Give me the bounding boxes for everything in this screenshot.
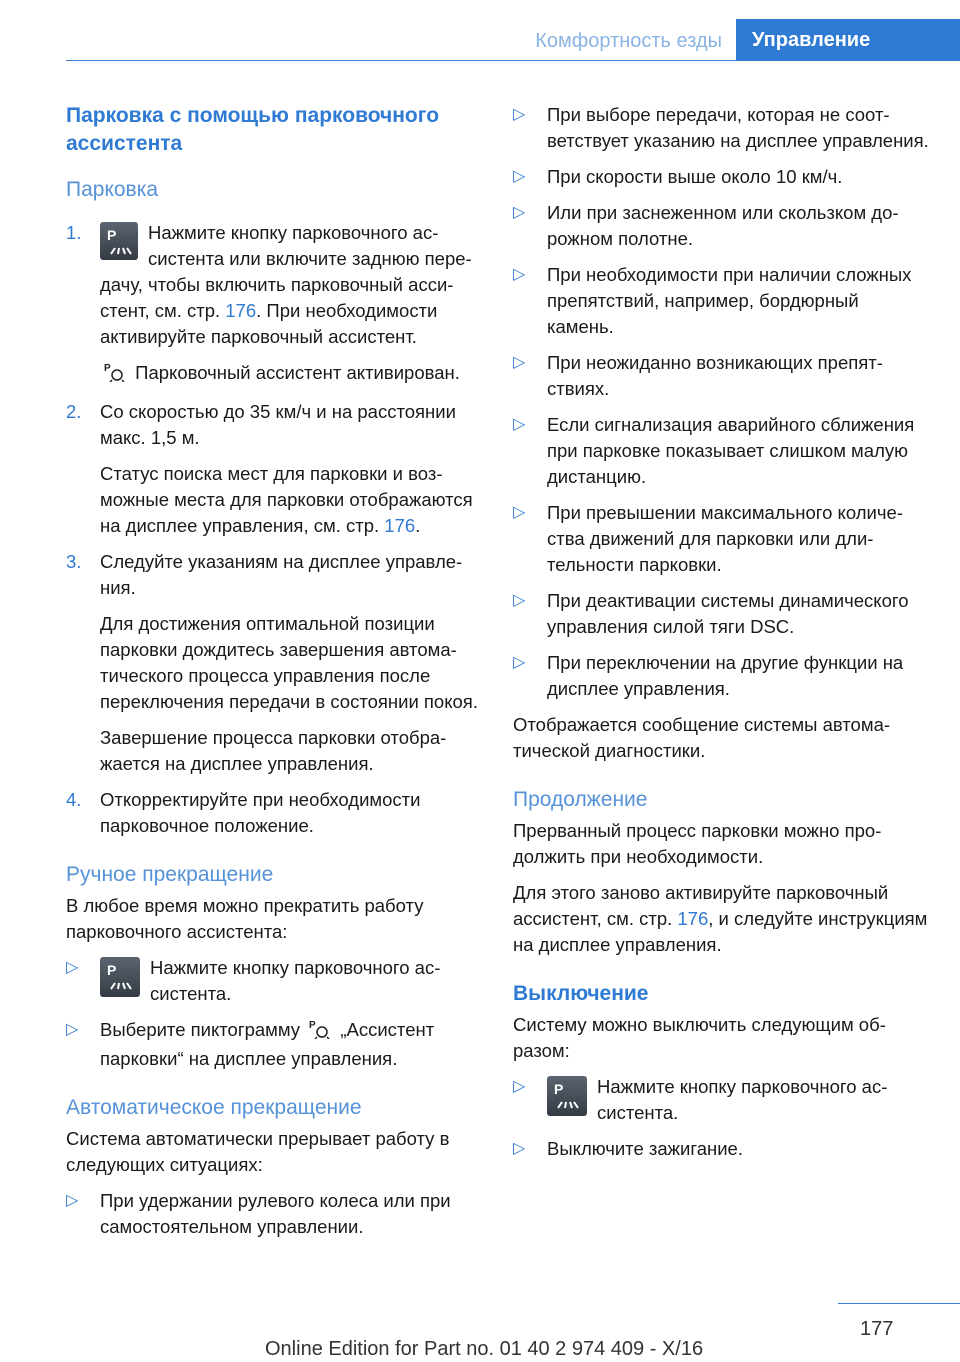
section-title: Парковка с помощью парковочного ассистента — [66, 104, 440, 155]
step-3 — [66, 549, 478, 601]
page-link[interactable]: 176 — [225, 300, 257, 321]
park-assist-button-icon — [100, 222, 138, 260]
step-text: Со скоростью до 35 км/ч и на расстоянии макс. 1,5 м. — [100, 401, 456, 448]
parking-heading: Парковка — [66, 178, 159, 201]
edition-footer: Online Edition for Part no. 01 40 2 974 409 - X/16 — [265, 1338, 704, 1360]
continue-para-1: Прерванный процесс парковки можно продолжить при необходимости. — [513, 820, 882, 867]
bullet-icon: ▷ — [513, 592, 526, 609]
para-text: Для этого заново активируйте парковочный ассистент, см. стр. — [513, 882, 889, 929]
bullet-icon: ▷ — [66, 1192, 79, 1209]
manual-bullet-2 — [66, 1017, 478, 1072]
bullet-text: Нажмите кнопку парковочного ассистента. — [150, 957, 441, 1004]
bullet-icon: ▷ — [513, 354, 526, 371]
step-number: 4. — [66, 789, 82, 810]
continue-heading: Продолжение — [513, 788, 648, 811]
step-text-tail: . При необходимости активируйте парковочный ассистент. — [100, 300, 438, 347]
bullet-text: При необходимости при наличии сложных препятствий, например, бордюрный камень. — [547, 264, 912, 337]
manual-stop-heading: Ручное прекращение — [66, 863, 274, 886]
step-number: 2. — [66, 401, 82, 422]
auto-bullet — [513, 350, 929, 402]
bullet-icon: ▷ — [513, 168, 526, 185]
continue-para-2 — [513, 880, 929, 958]
svg-text:P: P — [554, 1081, 564, 1097]
switch-off-bullet-1 — [513, 1074, 929, 1126]
auto-bullet — [513, 164, 929, 190]
manual-stop-intro: В любое время можно прекратить работу парковочного ассистента: — [66, 895, 424, 942]
step-3-sub-2: Завершение процесса парковки отображается на дисплее управления. — [100, 727, 447, 774]
bullet-text: При превышении максимального количества движений для парковки или длительности парковки. — [547, 502, 903, 575]
bullet-icon: ▷ — [513, 504, 526, 521]
bullet-icon: ▷ — [513, 416, 526, 433]
bullet-icon: ▷ — [66, 1021, 79, 1038]
bullet-text: При удержании рулевого колеса или при самостоятельном управлении. — [100, 1190, 451, 1237]
step-1 — [66, 220, 478, 350]
bullet-text: При переключении на другие функции на дисплее управления. — [547, 652, 904, 699]
footer-rule — [838, 1303, 960, 1304]
auto-bullet — [513, 412, 929, 490]
bullet-icon: ▷ — [513, 106, 526, 123]
svg-text:P: P — [104, 363, 111, 374]
auto-bullet — [513, 588, 929, 640]
step-text: Следуйте указаниям на дисплее управления. — [100, 551, 463, 598]
step-sub-tail: . — [415, 515, 421, 536]
svg-text:P: P — [309, 1020, 316, 1031]
auto-stop-heading: Автоматическое прекращение — [66, 1096, 362, 1119]
park-assist-symbol-icon — [309, 1019, 331, 1046]
diagnosis-text: Отображается сообщение системы автоматической диагностики. — [513, 714, 891, 761]
step-number: 1. — [66, 222, 82, 243]
bullet-text: При скорости выше около 10 км/ч. — [547, 166, 843, 187]
bullet-icon: ▷ — [513, 1078, 526, 1095]
auto-bullet — [513, 200, 929, 252]
auto-bullet-1 — [66, 1188, 478, 1240]
step-2 — [66, 399, 478, 451]
auto-bullet — [513, 102, 929, 154]
step-sub-text: Парковочный ассистент активирован. — [135, 362, 460, 383]
step-number: 3. — [66, 551, 82, 572]
auto-stop-intro: Система автоматически прерывает работу в следующих ситуациях: — [66, 1128, 450, 1175]
step-text: Откорректируйте при необходимости парковочное положение. — [100, 789, 421, 836]
page-link[interactable]: 176 — [677, 908, 709, 929]
bullet-icon: ▷ — [66, 959, 79, 976]
bullet-icon: ▷ — [513, 204, 526, 221]
auto-bullet — [513, 650, 929, 702]
bullet-icon: ▷ — [513, 266, 526, 283]
manual-bullet-1 — [66, 955, 478, 1007]
auto-bullet — [513, 262, 929, 340]
switch-off-heading: Выключение — [513, 982, 649, 1005]
switch-off-bullet-2 — [513, 1136, 929, 1162]
header-section: Комфортность езды — [535, 30, 722, 52]
bullet-text: При неожиданно возникающих препятствиях. — [547, 352, 883, 399]
bullet-text-pre: Выберите пиктограмму — [100, 1019, 301, 1040]
step-3-sub-1: Для достижения оптимальной позиции парковки дождитесь завершения автоматического процесса управления после переключения передачи в состоянии покоя. — [100, 613, 478, 712]
step-sub-text: Статус поиска мест для парковки и возможные места для парковки отображаются на дисплее управления, см. стр. — [100, 463, 473, 536]
page-link[interactable]: 176 — [384, 515, 416, 536]
step-1-result — [66, 360, 478, 389]
bullet-text-post: „Ассистент парковки“ на дисплее управления. — [100, 1019, 435, 1069]
park-assist-symbol-icon — [104, 362, 126, 389]
header-tab: Управление — [736, 19, 960, 61]
park-assist-button-icon — [100, 957, 140, 997]
bullet-text: Если сигнализация аварийного сближения при парковке показывает слишком малую дистанцию. — [547, 414, 915, 487]
svg-text:P: P — [107, 227, 117, 243]
step-text: Нажмите кнопку парковочного ассистента или включите заднюю передачу, чтобы включить парковочный ассистент, см. стр. — [100, 222, 472, 321]
bullet-icon: ▷ — [513, 654, 526, 671]
para-tail: , и следуйте инструкциям на дисплее управления. — [513, 908, 928, 955]
right-column — [513, 102, 929, 1172]
step-2-sub — [66, 461, 478, 539]
park-assist-button-icon — [547, 1076, 587, 1116]
auto-bullet — [513, 500, 929, 578]
bullet-text: При выборе передачи, которая не соответствует указанию на дисплее управления. — [547, 104, 929, 151]
step-4 — [66, 787, 478, 839]
bullet-text: Нажмите кнопку парковочного ассистента. — [597, 1076, 888, 1123]
page-number: 177 — [860, 1318, 894, 1340]
left-column — [66, 102, 478, 1250]
bullet-icon: ▷ — [513, 1140, 526, 1157]
bullet-text: При деактивации системы динамического управления силой тяги DSC. — [547, 590, 909, 637]
switch-off-intro: Систему можно выключить следующим образом: — [513, 1014, 886, 1061]
bullet-text: Или при заснеженном или скользком дорожном полотне. — [547, 202, 899, 249]
bullet-text: Выключите зажигание. — [547, 1138, 743, 1159]
svg-text:P: P — [107, 962, 117, 978]
